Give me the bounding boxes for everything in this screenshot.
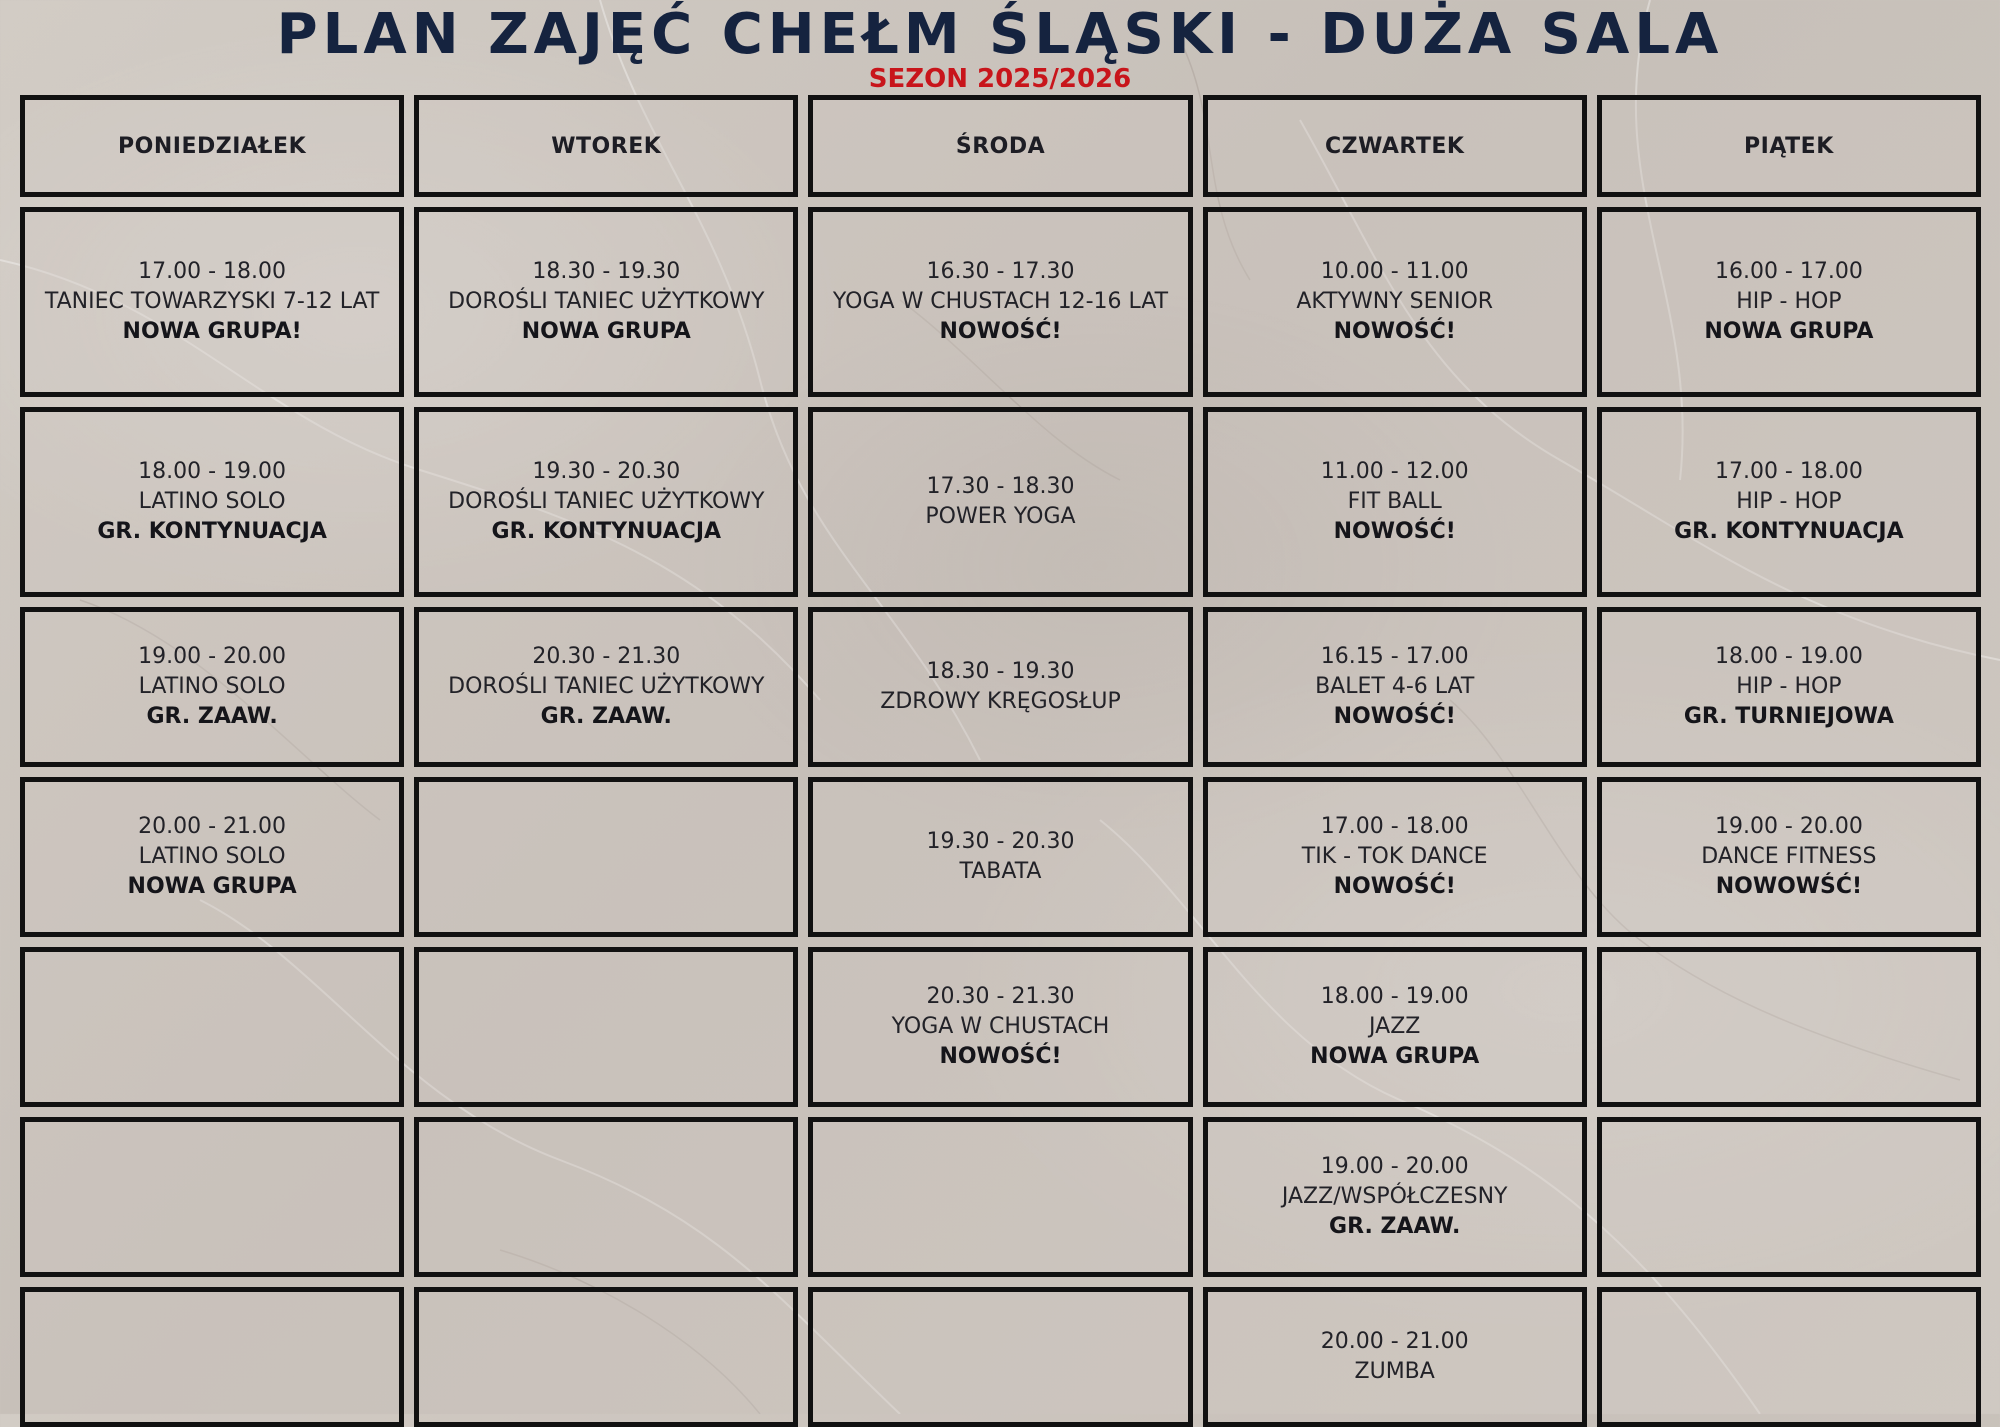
class-name: BALET 4-6 LAT [1315,674,1475,699]
class-slot [20,777,404,937]
class-note: GR. ZAAW. [1329,1214,1461,1239]
class-name: TABATA [959,859,1042,884]
class-slot [1203,947,1587,1107]
empty-slot [414,1287,798,1427]
class-slot [1597,407,1981,597]
class-time: 16.00 - 17.00 [1714,259,1863,284]
class-note: GR. KONTYNUACJA [97,519,327,544]
day-header: ŚRODA [808,95,1192,197]
class-slot [1597,207,1981,397]
class-note: NOWOŚĆ! [1333,704,1456,729]
class-note: NOWOŚĆ! [1333,319,1456,344]
class-time: 20.30 - 21.30 [926,984,1075,1009]
class-note: NOWA GRUPA [127,874,297,899]
class-note: NOWA GRUPA [1704,319,1874,344]
class-note: GR. ZAAW. [540,704,672,729]
class-time: 19.00 - 20.00 [138,644,287,669]
class-name: HIP - HOP [1736,289,1842,314]
class-note: NOWA GRUPA [1310,1044,1480,1069]
empty-slot [20,1287,404,1427]
class-name: DOROŚLI TANIEC UŻYTKOWY [448,674,765,699]
class-time: 17.30 - 18.30 [926,474,1075,499]
empty-slot [20,947,404,1107]
class-name: YOGA W CHUSTACH 12-16 LAT [832,289,1169,314]
day-header: WTOREK [414,95,798,197]
class-name: ZDROWY KRĘGOSŁUP [880,689,1121,714]
class-slot [1203,1287,1587,1427]
class-slot [20,607,404,767]
class-time: 18.30 - 19.30 [532,259,681,284]
class-time: 16.15 - 17.00 [1320,644,1469,669]
class-time: 20.00 - 21.00 [1320,1329,1469,1354]
class-time: 18.00 - 19.00 [1714,644,1863,669]
class-slot [1203,207,1587,397]
class-slot [808,207,1192,397]
class-name: JAZZ [1369,1014,1421,1039]
class-note: NOWOŚĆ! [1333,874,1456,899]
class-name: LATINO SOLO [138,844,286,869]
day-header: PONIEDZIAŁEK [20,95,404,197]
class-note: NOWOŚĆ! [939,319,1062,344]
class-name: HIP - HOP [1736,674,1842,699]
class-name: DANCE FITNESS [1701,844,1877,869]
class-time: 18.30 - 19.30 [926,659,1075,684]
empty-slot [20,1117,404,1277]
class-time: 18.00 - 19.00 [1320,984,1469,1009]
class-name: TIK - TOK DANCE [1301,844,1488,869]
class-name: LATINO SOLO [138,489,286,514]
class-slot [808,607,1192,767]
class-time: 16.30 - 17.30 [926,259,1075,284]
empty-slot [808,1117,1192,1277]
class-slot [414,607,798,767]
class-slot [1203,407,1587,597]
class-slot [414,207,798,397]
class-note: NOWOŚĆ! [1333,519,1456,544]
class-slot [808,407,1192,597]
class-name: DOROŚLI TANIEC UŻYTKOWY [448,489,765,514]
class-name: YOGA W CHUSTACH [891,1014,1110,1039]
empty-slot [1597,947,1981,1107]
class-note: NOWA GRUPA! [122,319,302,344]
class-time: 17.00 - 18.00 [1714,459,1863,484]
class-slot [20,407,404,597]
class-time: 17.00 - 18.00 [1320,814,1469,839]
class-time: 19.30 - 20.30 [926,829,1075,854]
class-time: 11.00 - 12.00 [1320,459,1469,484]
class-time: 17.00 - 18.00 [138,259,287,284]
class-slot [808,777,1192,937]
class-time: 19.00 - 20.00 [1320,1154,1469,1179]
empty-slot [414,947,798,1107]
class-slot [808,947,1192,1107]
season-subtitle: SEZON 2025/2026 [868,64,1132,94]
empty-slot [808,1287,1192,1427]
class-note: GR. TURNIEJOWA [1683,704,1894,729]
class-name: DOROŚLI TANIEC UŻYTKOWY [448,289,765,314]
class-note: NOWOŚĆ! [939,1044,1062,1069]
empty-slot [1597,1287,1981,1427]
class-slot [1597,777,1981,937]
class-slot [1597,607,1981,767]
class-note: GR. ZAAW. [146,704,278,729]
class-time: 10.00 - 11.00 [1320,259,1469,284]
schedule-grid [20,95,1981,1405]
class-time: 19.00 - 20.00 [1714,814,1863,839]
class-name: TANIEC TOWARZYSKI 7-12 LAT [44,289,380,314]
class-note: NOWA GRUPA [521,319,691,344]
empty-slot [414,777,798,937]
class-name: JAZZ/WSPÓŁCZESNY [1281,1184,1508,1209]
class-time: 20.30 - 21.30 [532,644,681,669]
class-note: GR. KONTYNUACJA [491,519,722,544]
day-header: CZWARTEK [1203,95,1587,197]
class-slot [1203,607,1587,767]
day-header: PIĄTEK [1597,95,1981,197]
class-time: 18.00 - 19.00 [138,459,287,484]
class-note: NOWOWŚĆ! [1715,874,1863,899]
class-name: POWER YOGA [925,504,1076,529]
class-time: 19.30 - 20.30 [532,459,681,484]
class-slot [414,407,798,597]
class-note: GR. KONTYNUACJA [1674,519,1904,544]
class-name: FIT BALL [1347,489,1442,514]
class-name: HIP - HOP [1736,489,1842,514]
class-slot [1203,1117,1587,1277]
class-name: ZUMBA [1354,1359,1435,1384]
empty-slot [1597,1117,1981,1277]
class-slot [20,207,404,397]
class-slot [1203,777,1587,937]
class-name: AKTYWNY SENIOR [1296,289,1494,314]
class-time: 20.00 - 21.00 [138,814,287,839]
empty-slot [414,1117,798,1277]
page-title: PLAN ZAJĘĆ CHEŁM ŚLĄSKI - DUŻA SALA [276,2,1724,67]
class-name: LATINO SOLO [138,674,286,699]
